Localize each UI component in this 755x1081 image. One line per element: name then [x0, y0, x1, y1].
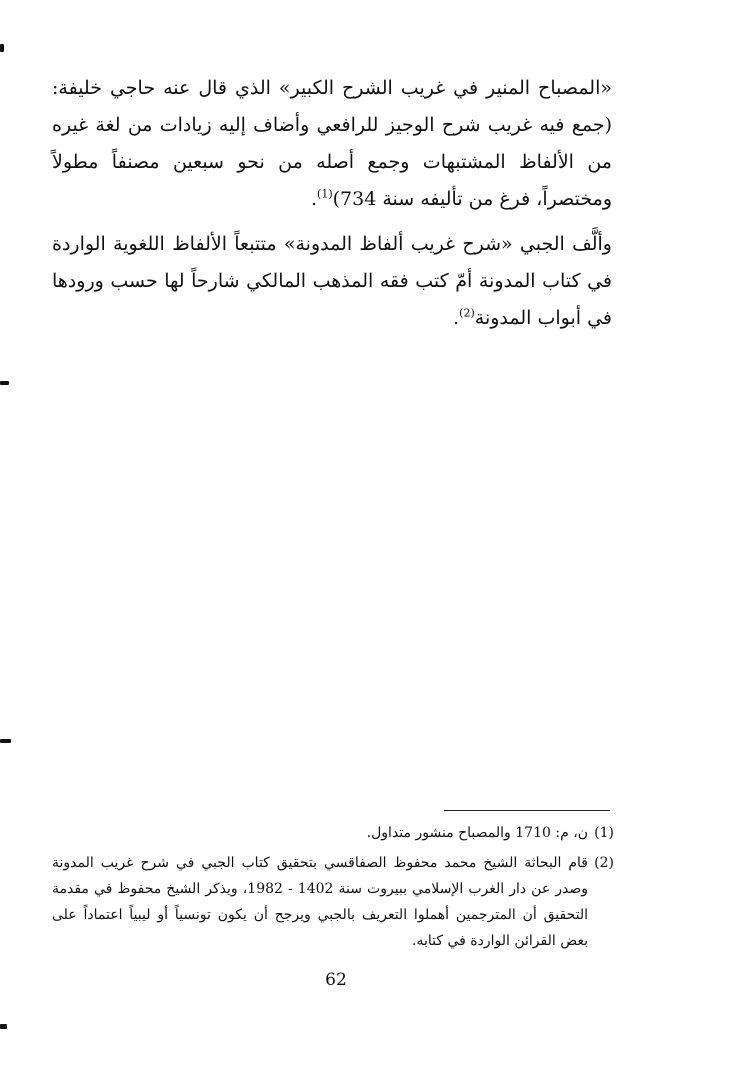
paragraph-2-text: وألَّف الجبي «شرح غريب ألفاظ المدونة» متتبعاً الألفاظ اللغوية الواردة في كتاب المدونة أمّ كتب فقه المذهب المالكي شارحاً لها حسب ورودها في أبواب المدونة — [52, 233, 612, 329]
footnote-1 — [52, 820, 614, 846]
footnote-ref-2[interactable]: (2) — [459, 306, 475, 320]
page-number: 62 — [325, 970, 347, 990]
scan-mark-lower — [0, 739, 11, 743]
footnote-2 — [52, 850, 614, 954]
scan-mark-top — [0, 44, 4, 52]
footnotes-section — [52, 816, 614, 954]
paragraph-2-end: . — [453, 307, 460, 329]
scan-mark-middle — [0, 381, 9, 385]
body-paragraph-1 — [52, 70, 612, 218]
footnote-2-number: (2) — [594, 855, 614, 871]
footnote-ref-1[interactable]: (1) — [317, 187, 333, 201]
footnote-1-text: ن، م: 1710 والمصباح منشور متداول. — [366, 825, 588, 841]
footnote-2-text: قام البحاثة الشيخ محمد محفوظ الصفاقسي بتحقيق كتاب الجبي في شرح غريب المدونة وصدر عن دار الغرب الإسلامي ببيروت سنة 1402 - 1982، ويذكر الشيخ محفوظ في مقدمة التحقيق أن المترجمين أهملوا التعريف بالجبي ويرجح أن يكون تونسياً أو ليبياً اعتماداً على بعض القرائن الواردة في كتابه. — [52, 855, 588, 949]
scan-mark-bottom — [0, 1024, 7, 1029]
paragraph-1-text: «المصباح المنير في غريب الشرح الكبير» الذي قال عنه حاجي خليفة: (جمع فيه غريب شرح الوجيز للرافعي وأضاف إليه زيادات من لغة غيره من الألفاظ المشتبهات وجمع أصله من نحو سبعين مصنفاً مطولاً ومختصراً، فرغ من تأليفه سنة 734) — [52, 77, 612, 210]
body-paragraph-2 — [52, 226, 612, 337]
paragraph-1-end: . — [310, 188, 318, 210]
footnote-separator — [444, 810, 610, 811]
footnote-1-number: (1) — [594, 825, 614, 841]
